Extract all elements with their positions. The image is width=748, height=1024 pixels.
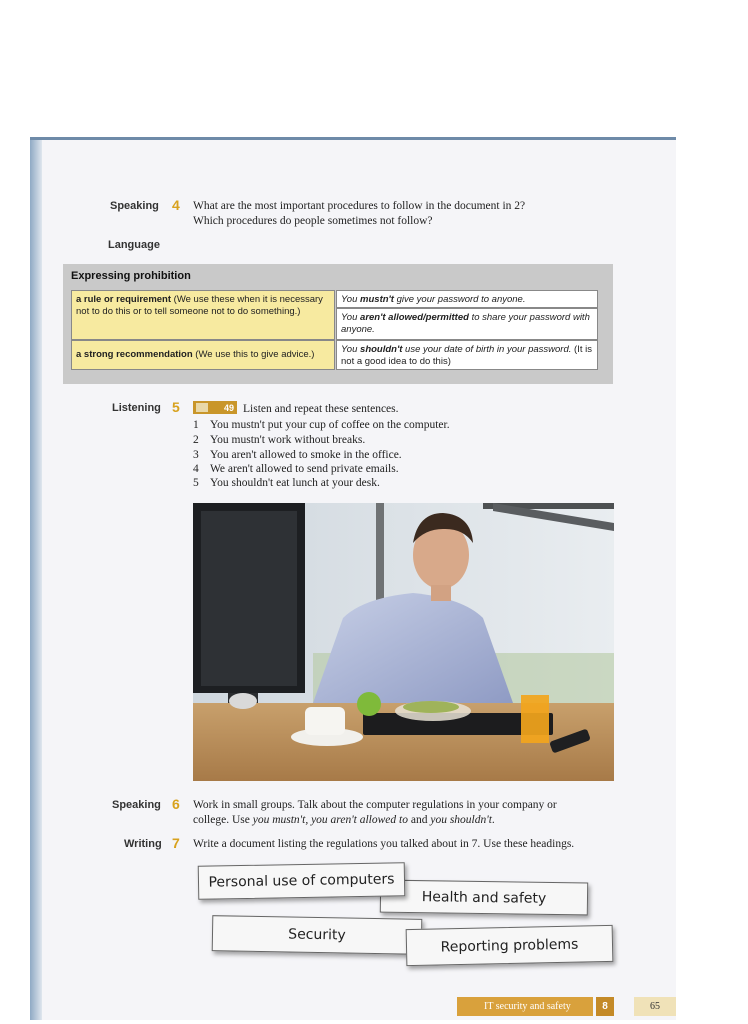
- heading-card-personal-use: Personal use of computers: [198, 862, 406, 900]
- speaking-6-label: Speaking: [112, 799, 161, 811]
- rec-bold: a strong recommendation: [76, 349, 193, 360]
- list-item: [193, 449, 402, 461]
- writing-7-number: 7: [172, 835, 180, 851]
- page-top-edge: [30, 137, 676, 140]
- rule-bold: a rule or requirement: [76, 294, 172, 305]
- writing-7-label: Writing: [124, 838, 162, 850]
- heading-card-reporting-problems: Reporting problems: [406, 925, 614, 966]
- item-number: 1: [193, 419, 199, 431]
- item-number: 2: [193, 434, 199, 446]
- listening-5-label: Listening: [112, 402, 161, 414]
- speaking-4-label: Speaking: [110, 200, 159, 212]
- speaking-4-line-2: Which procedures do people sometimes not follow?: [193, 215, 433, 227]
- writing-7-text: Write a document listing the regulations you talked about in 7. Use these headings.: [193, 838, 575, 850]
- list-item: [193, 419, 450, 431]
- heading-card-health-safety: Health and safety: [380, 880, 588, 916]
- list-item: [193, 477, 380, 489]
- rec-rest: (We use this to give advice.): [192, 349, 315, 360]
- ex3-d: (It is not a good idea to do this): [341, 344, 592, 367]
- lang-box-title: Expressing prohibition: [71, 270, 191, 282]
- item-text: You aren't allowed to smoke in the office.: [210, 449, 402, 461]
- item-number: 5: [193, 477, 199, 489]
- item-text: You mustn't put your cup of coffee on the computer.: [210, 419, 450, 431]
- item-number: 3: [193, 449, 199, 461]
- item-number: 4: [193, 463, 199, 475]
- expressing-prohibition-box: [63, 264, 613, 384]
- example-2-cell: [336, 308, 598, 340]
- footer-unit-number: 8: [596, 997, 614, 1016]
- item-text: You mustn't work without breaks.: [210, 434, 366, 446]
- ex3-a: You: [341, 344, 361, 355]
- list-item: [193, 463, 399, 475]
- page-spine-shadow: [30, 137, 42, 1020]
- ex2-b: aren't allowed/permitted: [360, 312, 469, 323]
- listening-5-number: 5: [172, 399, 180, 415]
- item-text: We aren't allowed to send private emails.: [210, 463, 399, 475]
- ex1-b: mustn't: [360, 294, 394, 305]
- ex2-a: You: [341, 312, 361, 323]
- rule-requirement-cell: [71, 290, 335, 340]
- s6-e: .: [491, 814, 495, 826]
- heading-card-security: Security: [212, 915, 423, 955]
- ex3-c: use your date of birth in your password.: [402, 344, 572, 355]
- rule-rest: (We use these when it is necessary not to do this or to tell someone not to do something.): [76, 294, 323, 317]
- speaking-6-line-1: Work in small groups. Talk about the computer regulations in your company or: [193, 799, 557, 811]
- listening-5-instruction: Listen and repeat these sentences.: [243, 403, 399, 415]
- speaking-6-line-2: [193, 813, 495, 827]
- page-number: 65: [634, 997, 676, 1016]
- list-item: [193, 434, 365, 446]
- ex3-b: shouldn't: [360, 344, 403, 355]
- audio-track-number: 49: [223, 402, 234, 413]
- s6-a: college. Use: [193, 814, 253, 826]
- s6-b: you mustn't, you aren't allowed to: [252, 814, 408, 826]
- footer-section-title: IT security and safety: [457, 997, 593, 1016]
- s6-c: and: [407, 814, 431, 826]
- example-3-cell: [336, 340, 598, 370]
- ex1-c: give your password to anyone.: [393, 294, 526, 305]
- example-1-cell: [336, 290, 598, 308]
- s6-d: you shouldn't: [430, 814, 492, 826]
- ex1-a: You: [341, 294, 361, 305]
- office-worker-photo: [193, 503, 614, 781]
- audio-track-icon: [193, 401, 237, 414]
- ex2-c: to share your password with anyone.: [341, 312, 590, 335]
- speaking-4-line-1: What are the most important procedures to follow in the document in 2?: [193, 200, 526, 212]
- speaking-6-number: 6: [172, 796, 180, 812]
- cd-icon: [196, 403, 208, 412]
- speaking-4-number: 4: [172, 197, 180, 213]
- language-label: Language: [108, 239, 160, 251]
- item-text: You shouldn't eat lunch at your desk.: [210, 477, 380, 489]
- strong-recommendation-cell: [71, 340, 335, 370]
